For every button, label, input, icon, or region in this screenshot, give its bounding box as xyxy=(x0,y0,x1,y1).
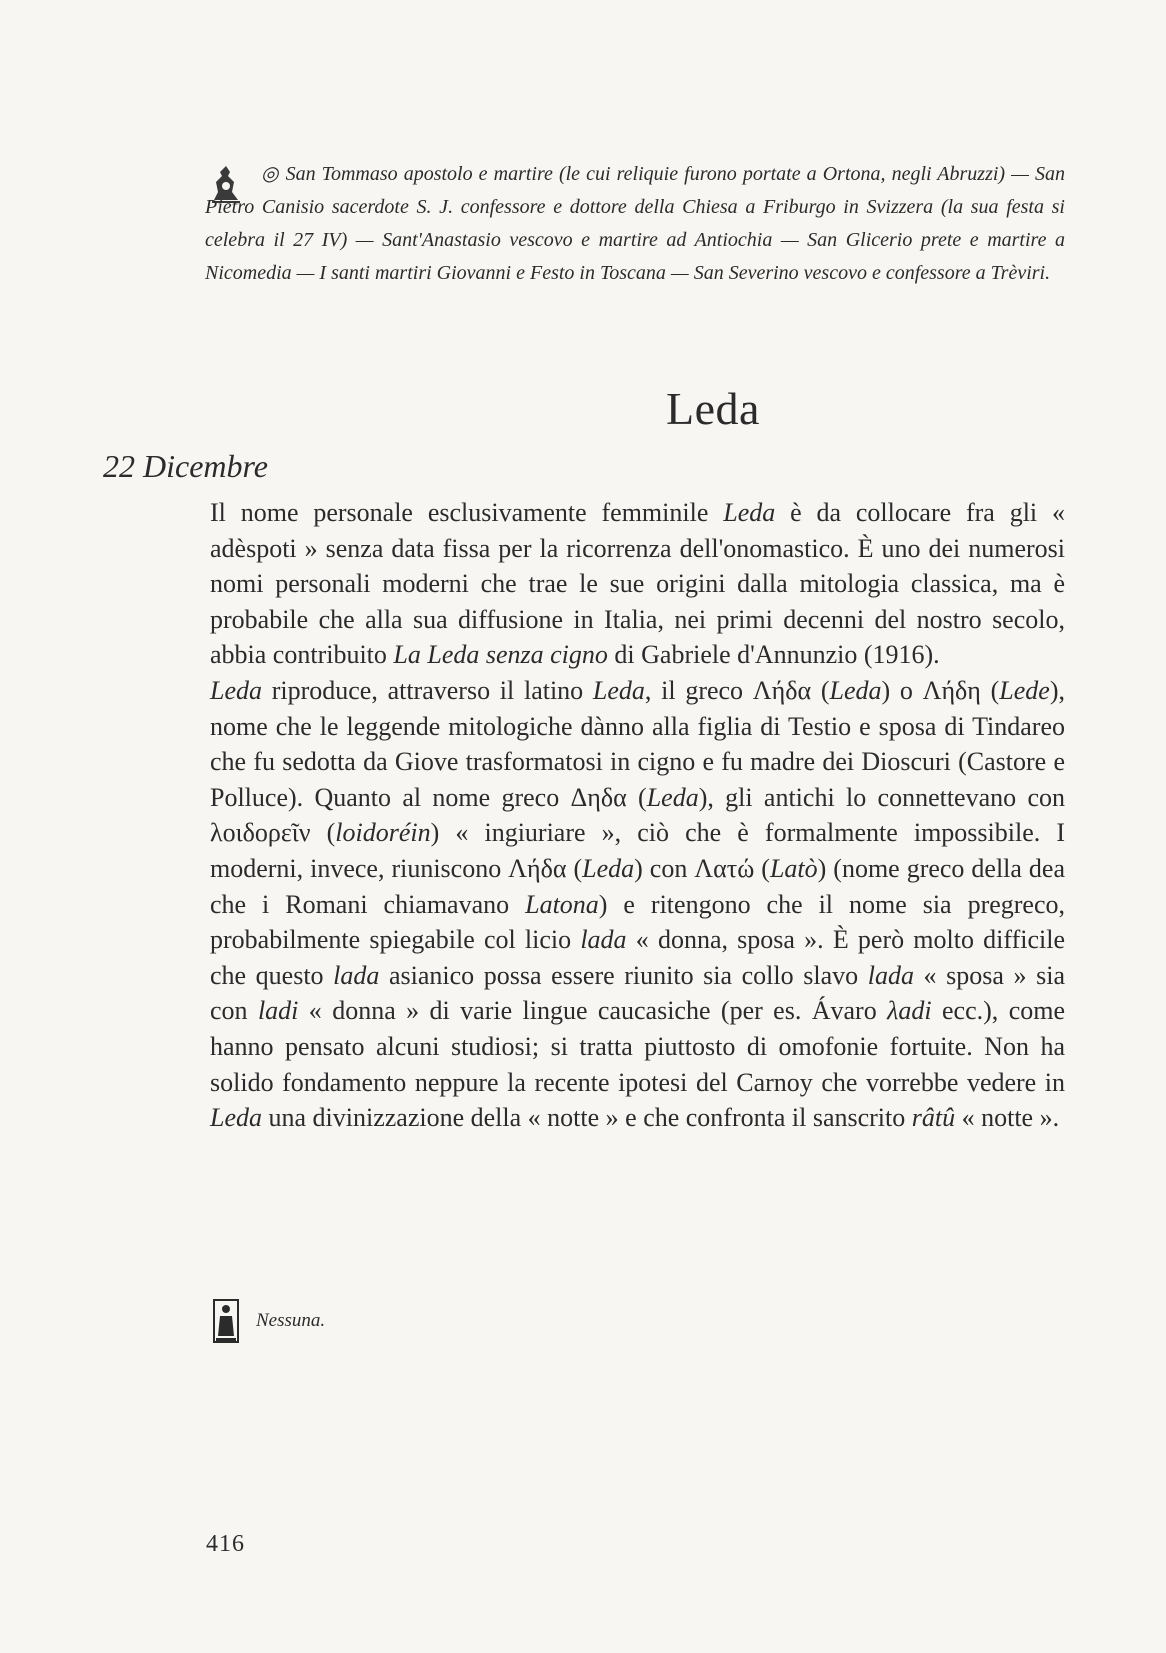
onomastico-note xyxy=(212,1296,325,1346)
feast-date: 22 Dicembre xyxy=(103,448,268,484)
page-title: Leda xyxy=(666,383,760,434)
saints-of-the-day xyxy=(205,158,1065,290)
saints-text: San Tommaso apostolo e martire (le cui reliquie furono portate a Ortona, negli Abruzzi) — San Pietro Canisio sacerdote S. J. confessore e dottore della Chiesa a Friburgo in Svizzera (la sua festa si celebra il 27 IV) — Sant'Anastasio vescovo e martire ad Antiochia — San Glicerio prete e martire a Nicomedia — I santi martiri Giovanni e Festo in Toscana — San Severino vescovo e confessore a Trèviri. xyxy=(205,163,1066,284)
onomastico-text: Nessuna. xyxy=(256,1310,326,1331)
entry-body xyxy=(210,495,1065,1136)
paragraph-origin: Il nome personale esclusivamente femminile Leda è da collocare fra gli « adèspoti » senza data fissa per la ricorrenza dell'onomastico. È uno dei numerosi nomi personali moderni che trae le sue origini dalla mitologia classica, ma è probabile che alla sua diffusione in Italia, nei primi decenni del nostro secolo, abbia contribuito La Leda senza cigno di Gabriele d'Annunzio (1916). xyxy=(210,498,1066,670)
page-number: 416 xyxy=(206,1531,245,1557)
saints-marker: ◎ xyxy=(261,163,280,185)
saint-figure-icon xyxy=(212,1298,240,1344)
paragraph-etymology: Leda riproduce, attraverso il latino Leda, il greco Λήδα (Leda) o Λήδη (Lede), nome che le leggende mitologiche dànno alla figlia di Testio e sposa di Tindareo che fu sedotta da Giove trasformatosi in cigno e fu madre dei Dioscuri (Castore e Polluce). Quanto al nome greco Δηδα (Leda), gli antichi lo connettevano con λοιδορεῖν (loidoréin) « ingiuriare », ciò che è formalmente impossibile. I moderni, invece, riuniscono Λήδα (Leda) con Λατώ (Latò) (nome greco della dea che i Romani chiamavano Latona) e ritengono che il nome sia pregreco, probabilmente spiegabile col licio lada « donna, sposa ». È però molto difficile che questo lada asianico possa essere riunito sia collo slavo lada « sposa » sia con ladi « donna » di varie lingue caucasiche (per es. Ávaro λadi ecc.), come hanno pensato alcuni studiosi; si tratta piuttosto di omofonie fortuite. Non ha solido fondamento neppure la recente ipotesi del Carnoy che vorrebbe vedere in Leda una divinizzazione della « notte » e che confronta il sanscrito râtû « notte ». xyxy=(210,675,1066,1133)
